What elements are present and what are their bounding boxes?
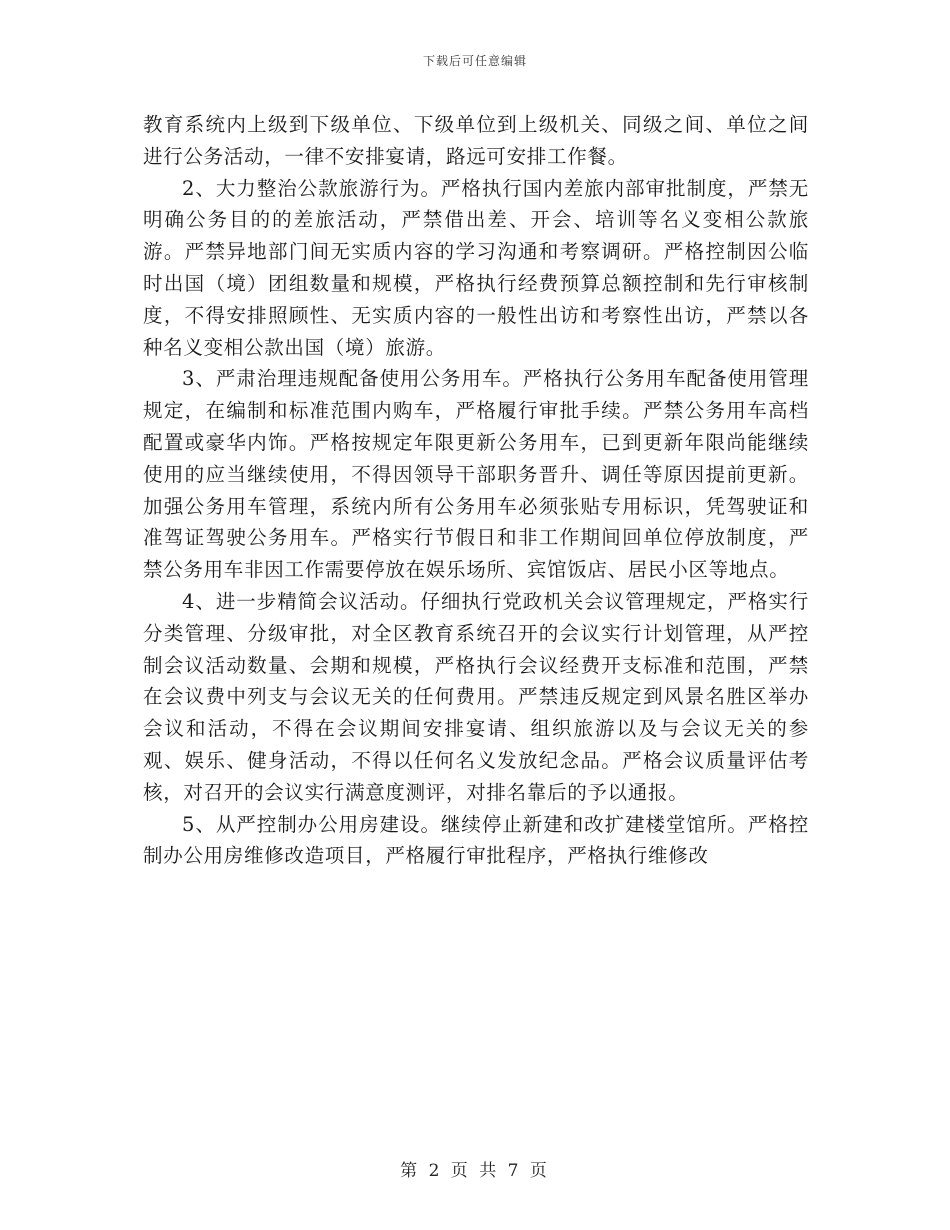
document-body <box>143 109 809 872</box>
paragraph-item-2: 2、大力整治公款旅游行为。严格执行国内差旅内部审批制度，严禁无明确公务目的的差旅活动，严禁借出差、开会、培训等名义变相公款旅游。严禁异地部门间无实质内容的学习沟通和考察调研。严格控制因公临时出国（境）团组数量和规模，严格执行经费预算总额控制和先行审核制度，不得安排照顾性、无实质内容的一般性出访和考察性出访，严禁以各种名义变相公款出国（境）旅游。 <box>143 176 809 359</box>
paragraph-item-5: 5、从严控制办公用房建设。继续停止新建和改扩建楼堂馆所。严格控制办公用房维修改造项目，严格履行审批程序，严格执行维修改 <box>143 812 809 868</box>
page-footer: 第 2 页 共 7 页 <box>400 1161 550 1181</box>
paragraph-item-4: 4、进一步精简会议活动。仔细执行党政机关会议管理规定，严格实行分类管理、分级审批，对全区教育系统召开的会议实行计划管理，从严控制会议活动数量、会期和规模，严格执行会议经费开支标准和范围，严禁在会议费中列支与会议无关的任何费用。严禁违反规定到风景名胜区举办会议和活动，不得在会议期间安排宴请、组织旅游以及与会议无关的参观、娱乐、健身活动，不得以任何名义发放纪念品。严格会议质量评估考核，对召开的会议实行满意度测评，对排名靠后的予以通报。 <box>143 589 809 804</box>
paragraph-item-3: 3、严肃治理违规配备使用公务用车。严格执行公务用车配备使用管理规定，在编制和标准范围内购车，严格履行审批手续。严禁公务用车高档配置或豪华内饰。严格按规定年限更新公务用车，已到更新年限尚能继续使用的应当继续使用，不得因领导干部职务晋升、调任等原因提前更新。加强公务用车管理，系统内所有公务用车必须张贴专用标识，凭驾驶证和准驾证驾驶公务用车。严格实行节假日和非工作期间回单位停放制度，严禁公务用车非因工作需要停放在娱乐场所、宾馆饭店、居民小区等地点。 <box>143 367 809 582</box>
page-header: 下载后可任意编辑 <box>422 54 527 68</box>
paragraph-continuation: 教育系统内上级到下级单位、下级单位到上级机关、同级之间、单位之间进行公务活动，一律不安排宴请，路远可安排工作餐。 <box>143 113 809 168</box>
